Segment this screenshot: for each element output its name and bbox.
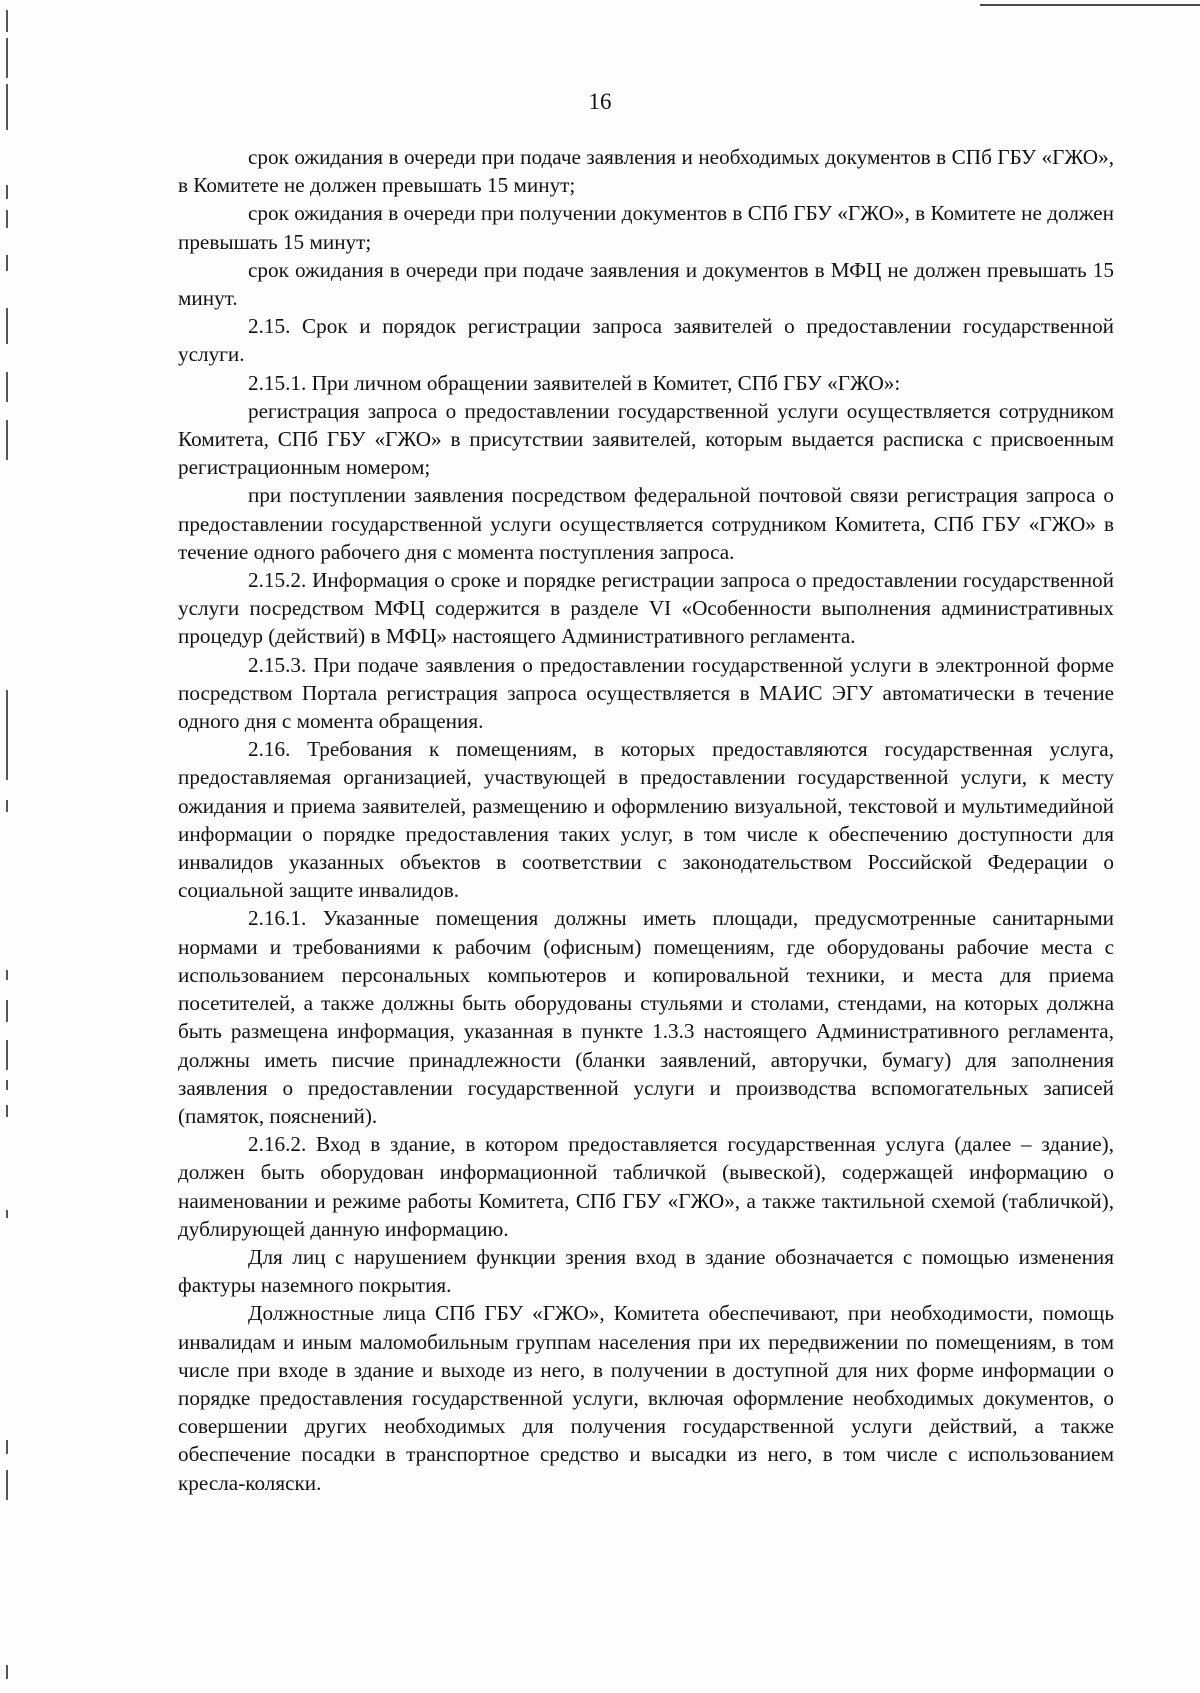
- paragraph: регистрация запроса о предоставлении государственной услуги осуществляется сотрудником Комитета, СПб ГБУ «ГЖО» в присутствии заявителей, которым выдается расписка с присвоенным регистрационным номером;: [178, 398, 1114, 480]
- document-body: [178, 143, 1114, 1497]
- paragraph: 2.15.3. При подаче заявления о предоставлении государственной услуги в электронной форме посредством Портала регистрация запроса осуществляется в МАИС ЭГУ автоматически в течение одного дня с момента обращения.: [178, 652, 1114, 734]
- section-heading: 2.16. Требования к помещениям, в которых предоставляются государственная услуга, предоставляемая организацией, участвующей в предоставлении государственной услуги, к месту ожидания и приема заявителей, размещению и оформлению визуальной, текстовой и мультимедийной информации о порядке предоставления таких услуг, в том числе к обеспечению доступности для инвалидов указанных объектов в соответствии с законодательством Российской Федерации о социальной защите инвалидов.: [178, 737, 1114, 903]
- paragraph: 2.16.2. Вход в здание, в котором предоставляется государственная услуга (далее – здание), должен быть оборудован информационной табличкой (вывеской), содержащей информацию о наименовании и режиме работы Комитета, СПб ГБУ «ГЖО», а также тактильной схемой (табличкой), дублирующей данную информацию.: [178, 1132, 1114, 1241]
- paragraph: 2.16.1. Указанные помещения должны иметь площади, предусмотренные санитарными нормами и требованиями к рабочим (офисным) помещениям, где оборудованы рабочие места с использованием персональных компьютеров и копировальной техники, и места для приема посетителей, а также должны быть оборудованы стульями и столами, стендами, на которых должна быть размещена информация, указанная в пункте 1.3.3 настоящего Административного регламента, должны иметь писчие принадлежности (бланки заявлений, авторучки, бумагу) для заполнения заявления о предоставлении государственной услуги и производства вспомогательных записей (памяток, пояснений).: [178, 906, 1114, 1128]
- scan-edge-marks: [0, 0, 14, 1693]
- paragraph: срок ожидания в очереди при подаче заявления и документов в МФЦ не должен превышать 15 минут.: [178, 257, 1114, 311]
- paragraph: Должностные лица СПб ГБУ «ГЖО», Комитета обеспечивают, при необходимости, помощь инвалидам и иным маломобильным группам населения при их передвижении по помещениям, в том числе при входе в здание и выходе из него, в получении в доступной для них форме информации о порядке предоставления государственной услуги, включая оформление необходимых документов, о совершении других необходимых для получения государственной услуги действий, а также обеспечение посадки в транспортное средство и высадки из него, в том числе с использованием кресла-коляски.: [178, 1301, 1114, 1495]
- section-heading: 2.15. Срок и порядок регистрации запроса заявителей о предоставлении государственной услуги.: [178, 314, 1114, 367]
- paragraph: 2.15.1. При личном обращении заявителей в Комитет, СПб ГБУ «ГЖО»:: [248, 370, 901, 395]
- scan-border-line: [980, 4, 1200, 6]
- page-number: 16: [588, 89, 612, 114]
- paragraph: Для лиц с нарушением функции зрения вход в здание обозначается с помощью изменения фактуры наземного покрытия.: [178, 1244, 1114, 1298]
- paragraph: 2.15.2. Информация о сроке и порядке регистрации запроса о предоставлении государственной услуги посредством МФЦ содержится в разделе VI «Особенности выполнения административных процедур (действий) в МФЦ» настоящего Административного регламента.: [178, 568, 1114, 649]
- paragraph: срок ожидания в очереди при получении документов в СПб ГБУ «ГЖО», в Комитете не должен превышать 15 минут;: [178, 201, 1114, 254]
- paragraph: срок ожидания в очереди при подаче заявления и необходимых документов в СПб ГБУ «ГЖО», в Комитете не должен превышать 15 минут;: [178, 145, 1114, 198]
- paragraph: при поступлении заявления посредством федеральной почтовой связи регистрация запроса о предоставлении государственной услуги осуществляется сотрудником Комитета, СПб ГБУ «ГЖО» в течение одного рабочего дня с момента поступления запроса.: [178, 483, 1114, 564]
